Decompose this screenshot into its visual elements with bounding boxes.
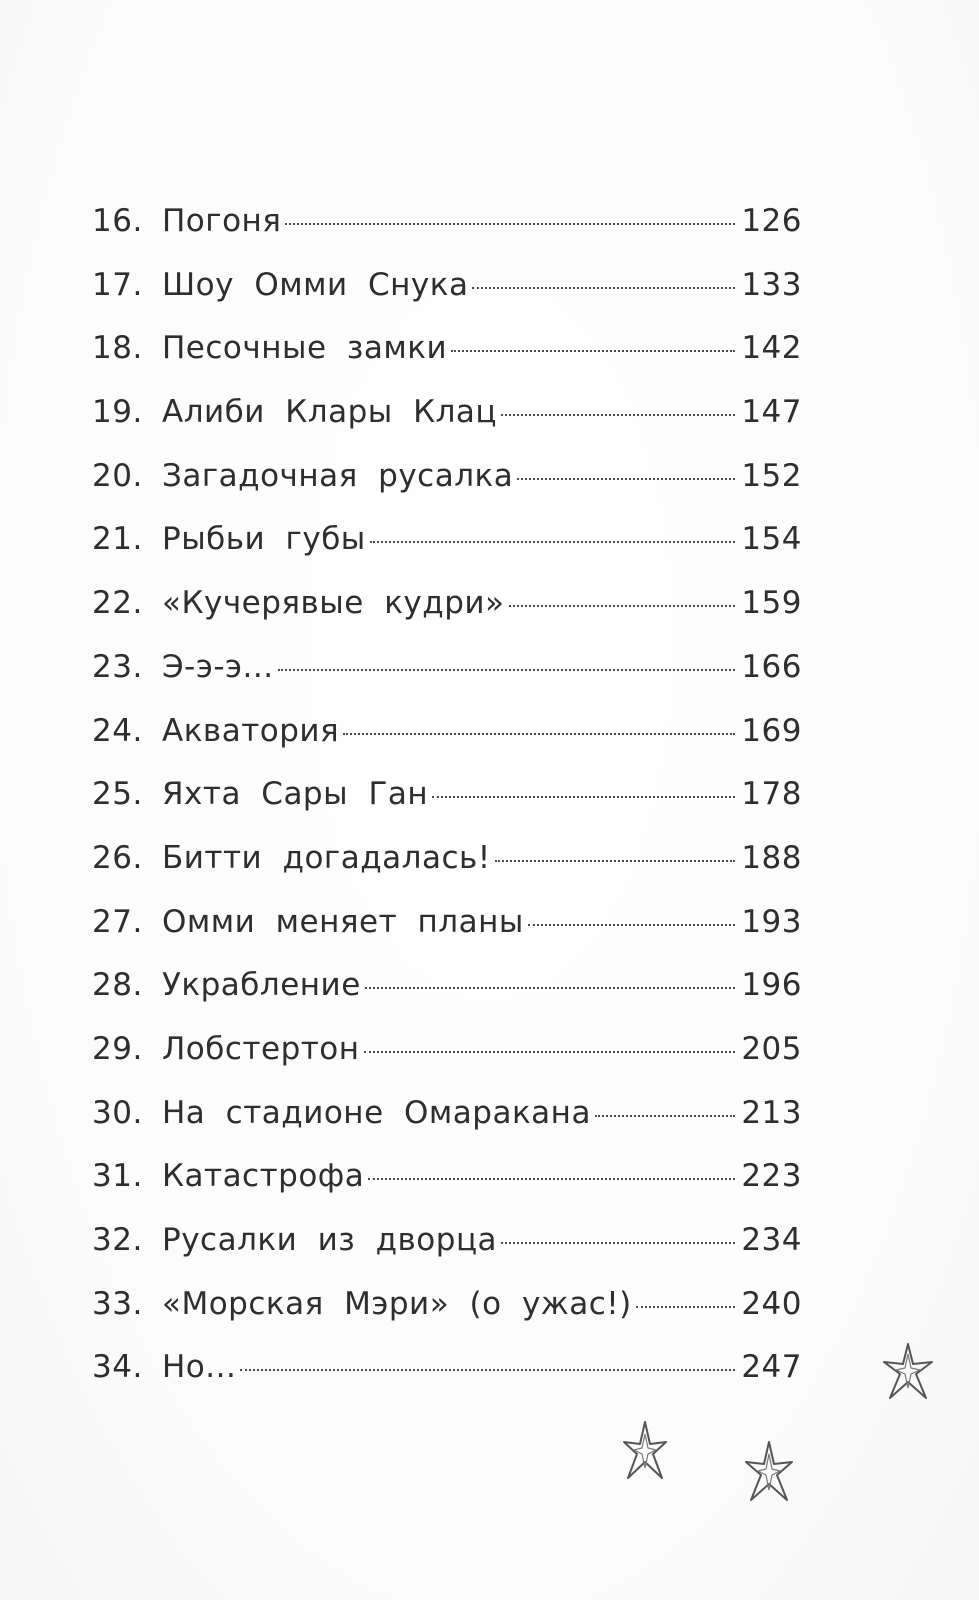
- toc-entry-title: Песочные замки: [162, 330, 448, 367]
- toc-entry-page: 196: [741, 967, 802, 1004]
- toc-entry-title: «Морская Мэри» (о ужас!): [162, 1285, 632, 1322]
- dot-leader: [343, 733, 735, 735]
- toc-entry-title: Омми меняет планы: [162, 903, 524, 940]
- dot-leader: [285, 223, 735, 225]
- toc-entry-number: 18.: [92, 330, 143, 367]
- dot-leader: [364, 1051, 736, 1053]
- toc-entry-title: Погоня: [162, 203, 282, 239]
- toc-entry: [92, 954, 802, 1018]
- toc-entry-number: 32.: [92, 1222, 143, 1258]
- toc-entry-number: 31.: [92, 1158, 143, 1195]
- dot-leader: [368, 1178, 735, 1180]
- toc-entry-page: 223: [741, 1158, 802, 1195]
- toc-entry-page: 159: [741, 585, 802, 622]
- dot-leader: [370, 541, 736, 543]
- dot-leader: [501, 414, 735, 416]
- toc-entry-page: 142: [741, 330, 802, 367]
- toc-entry-number: 34.: [92, 1349, 143, 1386]
- toc-entry: [92, 381, 802, 445]
- toc-entry-title: Шоу Омми Снука: [162, 266, 469, 303]
- toc-entry: [92, 254, 802, 318]
- dot-leader: [528, 924, 735, 926]
- toc-entry: [92, 827, 802, 891]
- toc-entry-page: 152: [741, 457, 802, 494]
- toc-entry-page: 193: [741, 903, 802, 940]
- toc-entry-title: «Кучерявые кудри»: [162, 585, 505, 622]
- toc-entry-title: Алиби Клары Клац: [162, 394, 498, 431]
- dot-leader: [495, 860, 736, 862]
- toc-entry-page: 154: [741, 521, 802, 558]
- toc-entry-number: 25.: [92, 776, 143, 813]
- toc-entry-number: 17.: [92, 266, 143, 303]
- toc-entry: [92, 636, 802, 700]
- dot-leader: [365, 987, 736, 989]
- toc-entry-title: Яхта Сары Ган: [162, 776, 429, 813]
- toc-entry: [92, 1145, 802, 1209]
- toc-entry-number: 28.: [92, 967, 143, 1004]
- dot-leader: [509, 605, 736, 607]
- toc-entry-number: 23.: [92, 648, 143, 685]
- toc-entry: [92, 891, 802, 955]
- dot-leader: [432, 796, 735, 798]
- toc-entry-title: На стадионе Омаракана: [162, 1094, 591, 1131]
- toc-entry-number: 19.: [92, 394, 143, 431]
- toc-entry: [92, 1209, 802, 1273]
- toc-entry: [92, 1273, 802, 1337]
- toc-entry: [92, 508, 802, 572]
- toc-entry-page: 213: [741, 1094, 802, 1131]
- toc-entry-page: 247: [741, 1349, 802, 1386]
- toc-entry-page: 169: [741, 712, 802, 749]
- sparkle-star-icon: [620, 1418, 670, 1484]
- toc-entry: [92, 317, 802, 381]
- dot-leader: [472, 287, 735, 289]
- toc-entry: [92, 1018, 802, 1082]
- toc-entry: [92, 572, 802, 636]
- dot-leader: [636, 1306, 736, 1308]
- toc-entry-page: 147: [741, 394, 802, 431]
- toc-entry-number: 30.: [92, 1094, 143, 1131]
- toc-entry: [92, 1082, 802, 1146]
- toc-entry-page: 126: [741, 203, 802, 239]
- dot-leader: [451, 350, 735, 352]
- toc-entry-title: Акватория: [162, 712, 340, 749]
- toc-entry: [92, 1336, 802, 1400]
- toc-entry-page: 234: [741, 1222, 802, 1258]
- sparkle-star-icon: [742, 1438, 796, 1506]
- toc-entry-title: Русалки из дворца: [162, 1222, 498, 1258]
- table-of-contents: [92, 190, 802, 1400]
- toc-entry-page: 178: [741, 776, 802, 813]
- toc-entry-title: Загадочная русалка: [162, 457, 514, 494]
- toc-entry: [92, 763, 802, 827]
- toc-entry-page: 205: [741, 1030, 802, 1067]
- toc-entry-number: 26.: [92, 839, 143, 876]
- toc-entry-title: Э-э-э...: [162, 648, 274, 685]
- toc-entry-page: 188: [741, 839, 802, 876]
- toc-entry-page: 133: [741, 266, 802, 303]
- dot-leader: [240, 1369, 735, 1371]
- dot-leader: [517, 478, 735, 480]
- toc-entry-title: Лобстертон: [162, 1030, 360, 1067]
- toc-entry: [92, 700, 802, 764]
- toc-entry-number: 33.: [92, 1285, 143, 1322]
- toc-entry-number: 27.: [92, 903, 143, 940]
- toc-entry-title: Катастрофа: [162, 1158, 365, 1195]
- dot-leader: [278, 669, 736, 671]
- toc-entry-page: 166: [741, 648, 802, 685]
- toc-entry-number: 24.: [92, 712, 143, 749]
- toc-entry: [92, 190, 802, 254]
- toc-entry-page: 240: [741, 1285, 802, 1322]
- sparkle-star-icon: [880, 1340, 936, 1404]
- toc-entry-number: 29.: [92, 1030, 143, 1067]
- toc-entry-number: 22.: [92, 585, 143, 622]
- toc-entry: [92, 445, 802, 509]
- toc-entry-title: Украбление: [162, 967, 361, 1004]
- toc-entry-title: Рыбьи губы: [162, 521, 366, 558]
- toc-entry-number: 20.: [92, 457, 143, 494]
- toc-entry-title: Битти догадалась!: [162, 839, 491, 876]
- toc-entry-title: Но...: [162, 1349, 237, 1386]
- toc-entry-number: 16.: [92, 203, 143, 239]
- toc-entry-number: 21.: [92, 521, 143, 558]
- dot-leader: [595, 1115, 735, 1117]
- dot-leader: [501, 1242, 735, 1244]
